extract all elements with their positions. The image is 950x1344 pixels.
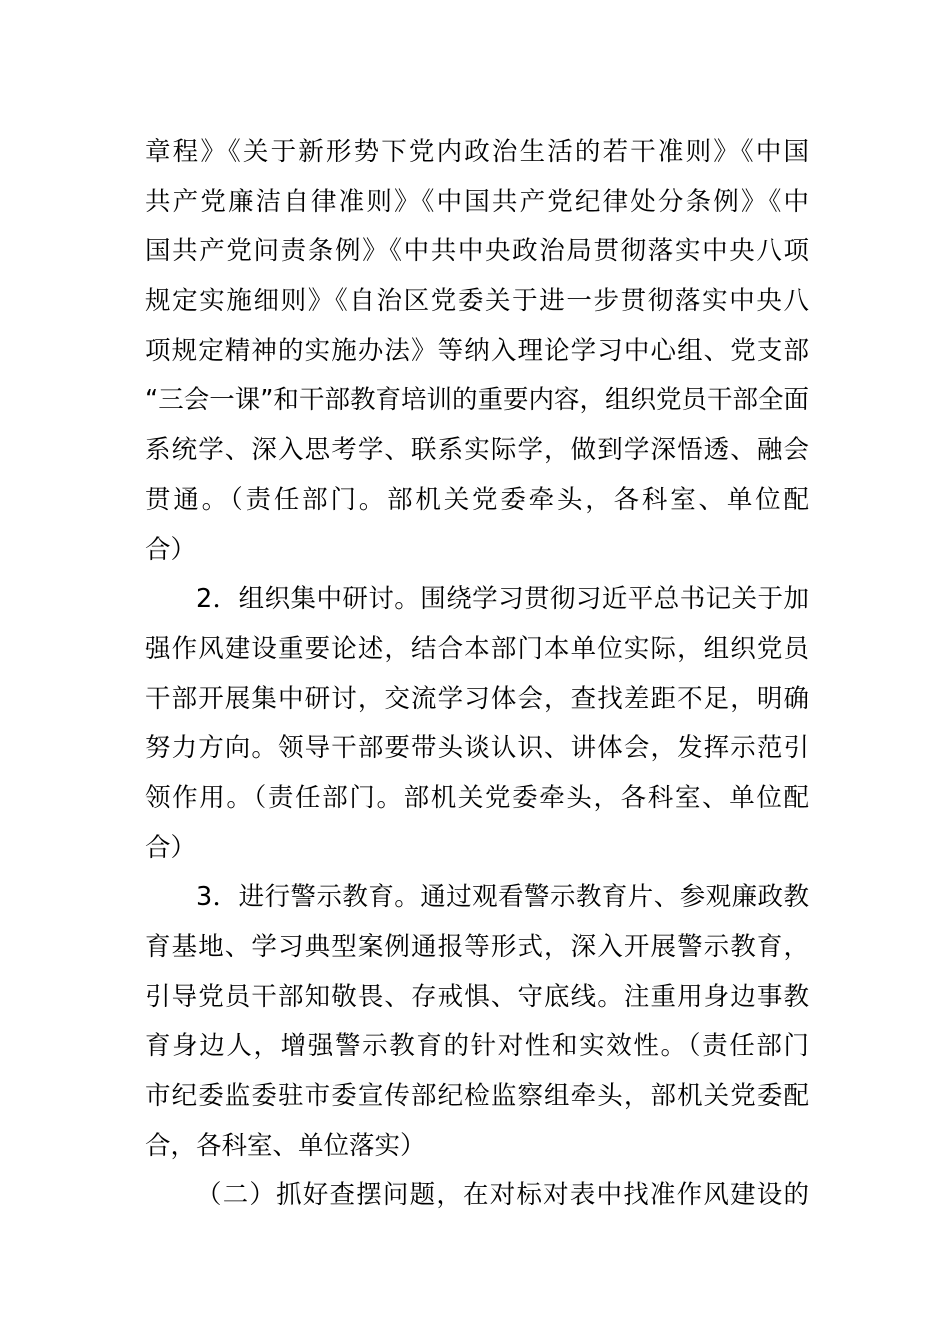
text-line: 育身边人，增强警示教育的针对性和实效性。（责任部门 xyxy=(145,1031,809,1062)
text-line: 章程》《关于新形势下党内政治生活的若干准则》《中国 xyxy=(145,137,809,167)
text-line: 强作风建设重要论述，结合本部门本单位实际，组织党员 xyxy=(145,633,809,664)
text-line: 系统学、深入思考学、联系实际学，做到学深悟透、融会 xyxy=(145,435,809,466)
text-line: 国共产党问责条例》《中共中央政治局贯彻落实中央八项 xyxy=(145,236,809,267)
text-line: 市纪委监委驻市委宣传部纪检监察组牵头，部机关党委配 xyxy=(145,1081,809,1112)
document-body xyxy=(145,128,809,1221)
text-line: （二）抓好查摆问题，在对标对表中找准作风建设的 xyxy=(196,1180,809,1211)
text-line: 规定实施细则》《自治区党委关于进一步贯彻落实中央八 xyxy=(145,286,809,317)
text-line: 育基地、学习典型案例通报等形式，深入开展警示教育， xyxy=(145,932,809,962)
text-line: 项规定精神的实施办法》等纳入理论学习中心组、党支部 xyxy=(145,335,809,366)
text-line: 领作用。（责任部门。部机关党委牵头，各科室、单位配 xyxy=(145,782,809,813)
text-line: 合） xyxy=(145,534,197,565)
text-line: 贯通。（责任部门。部机关党委牵头，各科室、单位配 xyxy=(145,484,809,515)
text-line: 合，各科室、单位落实） xyxy=(145,1130,426,1161)
text-line: 共产党廉洁自律准则》《中国共产党纪律处分条例》《中 xyxy=(145,186,809,217)
text-line: 干部开展集中研讨，交流学习体会，查找差距不足，明确 xyxy=(145,683,809,714)
text-line: 合） xyxy=(145,832,197,863)
text-line: 引导党员干部知敬畏、存戒惧、守底线。注重用身边事教 xyxy=(145,981,809,1012)
text-line: 努力方向。领导干部要带头谈认识、讲体会，发挥示范引 xyxy=(145,733,809,764)
text-line: “三会一课”和干部教育培训的重要内容，组织党员干部全面 xyxy=(145,385,809,416)
text-line: 2．组织集中研讨。围绕学习贯彻习近平总书记关于加 xyxy=(196,584,809,615)
text-line: 3．进行警示教育。通过观看警示教育片、参观廉政教 xyxy=(196,882,809,913)
